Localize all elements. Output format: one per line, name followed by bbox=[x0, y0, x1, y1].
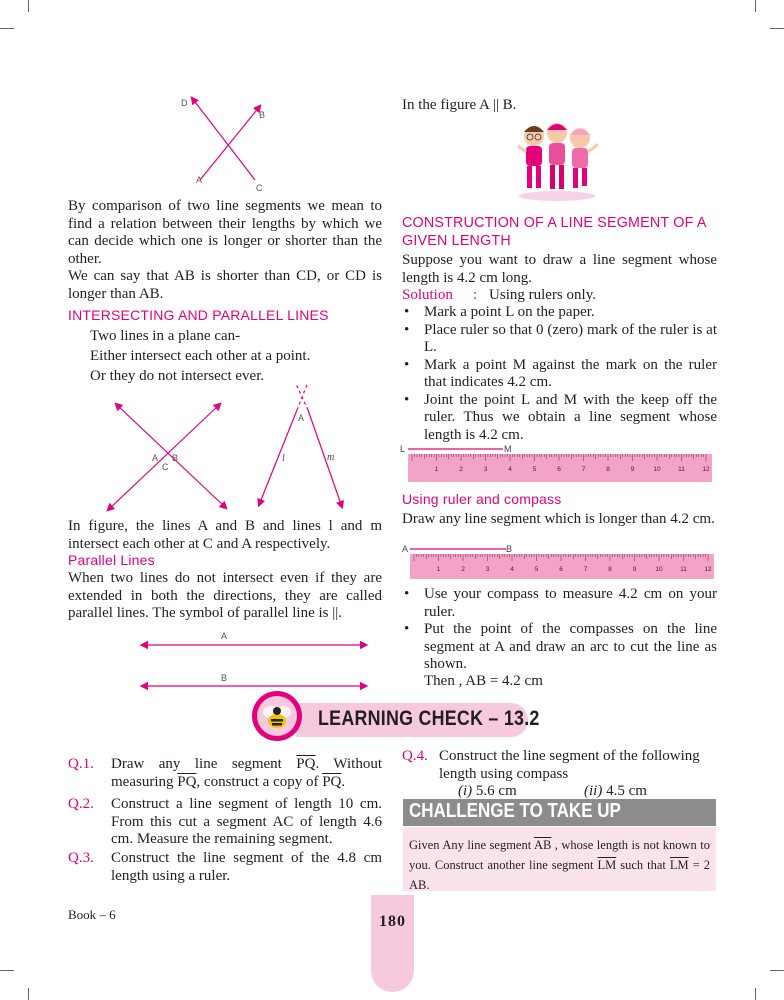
ruler-number: 7 bbox=[583, 566, 588, 573]
question-text: Construct the line segment of the following length using compass bbox=[439, 748, 700, 782]
ruler-label-a: A bbox=[402, 544, 409, 554]
construction-heading: CONSTRUCTION OF A LINE SEGMENT OF A GIVEN LENGTH bbox=[402, 215, 706, 249]
crop-mark bbox=[0, 970, 14, 971]
question-number: Q.3. bbox=[68, 850, 94, 866]
segment-ab bbox=[200, 106, 260, 180]
label-a-int: A bbox=[152, 453, 159, 463]
label-m: m bbox=[327, 452, 335, 463]
learning-check-title: LEARNING CHECK – 13.2 bbox=[318, 707, 540, 730]
ruler-step: • Joint the point L and M with the keep off the ruler. Thus we obtain a line segment whose length is 4.2 cm. bbox=[402, 392, 717, 445]
intersect-line-3: Or they do not intersect ever. bbox=[90, 368, 265, 384]
line-l-dash bbox=[297, 382, 308, 410]
crossing-segments-figure bbox=[170, 92, 280, 192]
label-b: B bbox=[259, 110, 266, 120]
parallel-lines-figure bbox=[136, 628, 376, 690]
challenge-title: CHALLENGE TO TAKE UP bbox=[409, 800, 621, 822]
line-b bbox=[116, 404, 226, 508]
crop-mark bbox=[755, 0, 756, 12]
ruler-step: • Mark a point M against the mark on the ruler that indicates 4.2 cm. bbox=[402, 357, 717, 392]
intersect-explanation: In figure, the lines A and B and lines l and m intersect each other at C and A respectively. bbox=[68, 518, 382, 552]
crop-mark bbox=[770, 28, 784, 29]
line-m bbox=[308, 410, 342, 507]
ruler-number: 6 bbox=[559, 566, 563, 573]
question-text: Construct the line segment of the 4.8 cm length using a ruler. bbox=[111, 850, 382, 884]
compass-steps-list bbox=[402, 586, 717, 674]
question-number: Q.2. bbox=[68, 796, 94, 812]
label-l: l bbox=[282, 453, 285, 464]
ruler-label-m: M bbox=[504, 444, 512, 454]
ruler-number: 10 bbox=[655, 566, 663, 573]
ruler-number: 3 bbox=[483, 466, 488, 473]
ruler-number: 2 bbox=[461, 566, 465, 573]
label-a: A bbox=[196, 175, 203, 185]
intersecting-heading: INTERSECTING AND PARALLEL LINES bbox=[68, 307, 329, 323]
label-parallel-a: A bbox=[221, 631, 228, 641]
compass-paragraph: Draw any line segment which is longer than 4.2 cm. bbox=[402, 511, 715, 527]
compass-heading: Using ruler and compass bbox=[402, 491, 562, 507]
intersect-line-2: Either intersect each other at a point. bbox=[90, 348, 311, 364]
ruler-step: • Mark a point L on the paper. bbox=[402, 304, 717, 322]
ruler-number: 2 bbox=[459, 466, 463, 473]
ruler-number: 10 bbox=[653, 466, 661, 473]
crop-mark bbox=[770, 970, 784, 971]
solution-sep: : bbox=[472, 287, 478, 303]
intersect-line-1: Two lines in a plane can- bbox=[90, 328, 241, 344]
ruler-number: 3 bbox=[485, 566, 490, 573]
intersecting-lines-figure bbox=[100, 380, 360, 515]
ruler-number: 11 bbox=[678, 466, 685, 473]
label-d: D bbox=[181, 98, 188, 108]
crop-mark bbox=[755, 988, 756, 1000]
question-number: Q.4. bbox=[402, 748, 428, 764]
parallel-heading: Parallel Lines bbox=[68, 552, 155, 568]
ruler-figure-ab bbox=[402, 542, 716, 582]
question-1 bbox=[68, 756, 382, 791]
line-l bbox=[259, 410, 297, 505]
question-text: Construct a line segment of length 10 cm. From this cut a segment AC of length 4.6 cm. Measure the remaining segment. bbox=[111, 796, 382, 847]
construction-paragraph: Suppose you want to draw a line segment whose length is 4.2 cm long. bbox=[402, 252, 717, 286]
question-2 bbox=[68, 796, 382, 849]
segment-lm-challenge: $\overline{LM}$ bbox=[597, 858, 617, 872]
book-label: Book – 6 bbox=[68, 907, 116, 922]
ruler-step: • Place ruler so that 0 (zero) mark of the ruler is at L. bbox=[402, 322, 717, 357]
question-4 bbox=[402, 748, 718, 801]
line-a bbox=[108, 404, 220, 510]
ruler-number: 12 bbox=[704, 566, 712, 573]
bee-icon bbox=[251, 690, 303, 742]
ruler-number: 9 bbox=[632, 566, 637, 573]
segment-pq: $\overline{PQ}$ bbox=[322, 773, 342, 790]
crop-mark bbox=[28, 0, 29, 12]
ruler-label-b: B bbox=[506, 544, 513, 554]
line-m-dash bbox=[296, 384, 308, 410]
ruler-number: 7 bbox=[581, 466, 586, 473]
question-text: Draw any line segment $\overline{PQ}$. Without measuring $\overline{PQ}$, construct a copy of $\overline{PQ}$. bbox=[111, 756, 382, 790]
compass-step: • Use your compass to measure 4.2 cm on your ruler. bbox=[402, 586, 717, 621]
label-parallel-b: B bbox=[221, 673, 228, 683]
ruler-figure-lm bbox=[400, 442, 716, 484]
segment-pq: $\overline{PQ}$ bbox=[177, 773, 197, 790]
segment-lm-challenge: $\overline{LM}$ bbox=[669, 858, 689, 872]
segment-pq: $\overline{PQ}$ bbox=[296, 756, 316, 772]
label-b-int: B bbox=[172, 453, 179, 463]
then-result: Then , AB = 4.2 cm bbox=[424, 673, 543, 689]
ruler-steps-list bbox=[402, 304, 717, 444]
comparison-paragraph: By comparison of two line segments we mean to find a relation between their lengths by which we can decide which one is longer or shorter than the other. bbox=[68, 198, 382, 267]
option-number: (ii) bbox=[584, 783, 603, 799]
ruler-number: 5 bbox=[532, 466, 537, 473]
page-number: 180 bbox=[379, 913, 406, 930]
solution-text: Using rulers only. bbox=[489, 287, 596, 303]
question-options bbox=[458, 783, 718, 801]
parallel-paragraph: When two lines do not intersect even if they are extended in both the directions, they are called parallel lines. The symbol of parallel line is ||. bbox=[68, 570, 382, 621]
comparison-example: We can say that AB is shorter than CD, or CD is longer than AB. bbox=[68, 268, 382, 302]
parallel-intro: In the figure A || B. bbox=[402, 97, 517, 113]
question-3 bbox=[68, 850, 382, 885]
children-illustration bbox=[512, 116, 602, 202]
ruler-number: 1 bbox=[436, 566, 441, 573]
label-a-top: A bbox=[298, 413, 305, 423]
ruler-number: 11 bbox=[680, 566, 687, 573]
segment-cd bbox=[192, 98, 255, 180]
solution-line bbox=[402, 287, 717, 305]
ruler-number: 6 bbox=[557, 466, 561, 473]
ruler-number: 8 bbox=[608, 566, 612, 573]
page-number-tab bbox=[371, 895, 414, 992]
ruler-number: 4 bbox=[508, 466, 512, 473]
ruler-body bbox=[410, 554, 714, 579]
label-c-int: C bbox=[162, 462, 169, 472]
label-c: C bbox=[256, 183, 263, 192]
segment-ab-challenge: $\overline{AB}$ bbox=[533, 838, 552, 852]
option-number: (i) bbox=[458, 783, 473, 799]
ruler-number: 8 bbox=[606, 466, 610, 473]
option-value: 5.6 cm bbox=[472, 783, 517, 799]
solution-label: Solution bbox=[402, 287, 453, 303]
ruler-number: 12 bbox=[702, 466, 710, 473]
question-number: Q.1. bbox=[68, 756, 94, 772]
crop-mark bbox=[28, 988, 29, 1000]
crop-mark bbox=[0, 28, 14, 29]
compass-step: • Put the point of the compasses on the line segment at A and draw an arc to cut the line as shown. bbox=[402, 621, 717, 674]
challenge-box: Given Any line segment $\overline{AB}$ , whose length is not known to you. Construct another line segment $\overline{LM}$ such that $\overline{LM} = 2$ AB. bbox=[403, 827, 716, 891]
ruler-number: 9 bbox=[630, 466, 635, 473]
ruler-number: 4 bbox=[510, 566, 514, 573]
ruler-body bbox=[408, 454, 712, 482]
ruler-number: 5 bbox=[534, 566, 539, 573]
ruler-number: 1 bbox=[434, 466, 439, 473]
ruler-label-l: L bbox=[400, 444, 406, 454]
option-value: 4.5 cm bbox=[602, 783, 647, 799]
